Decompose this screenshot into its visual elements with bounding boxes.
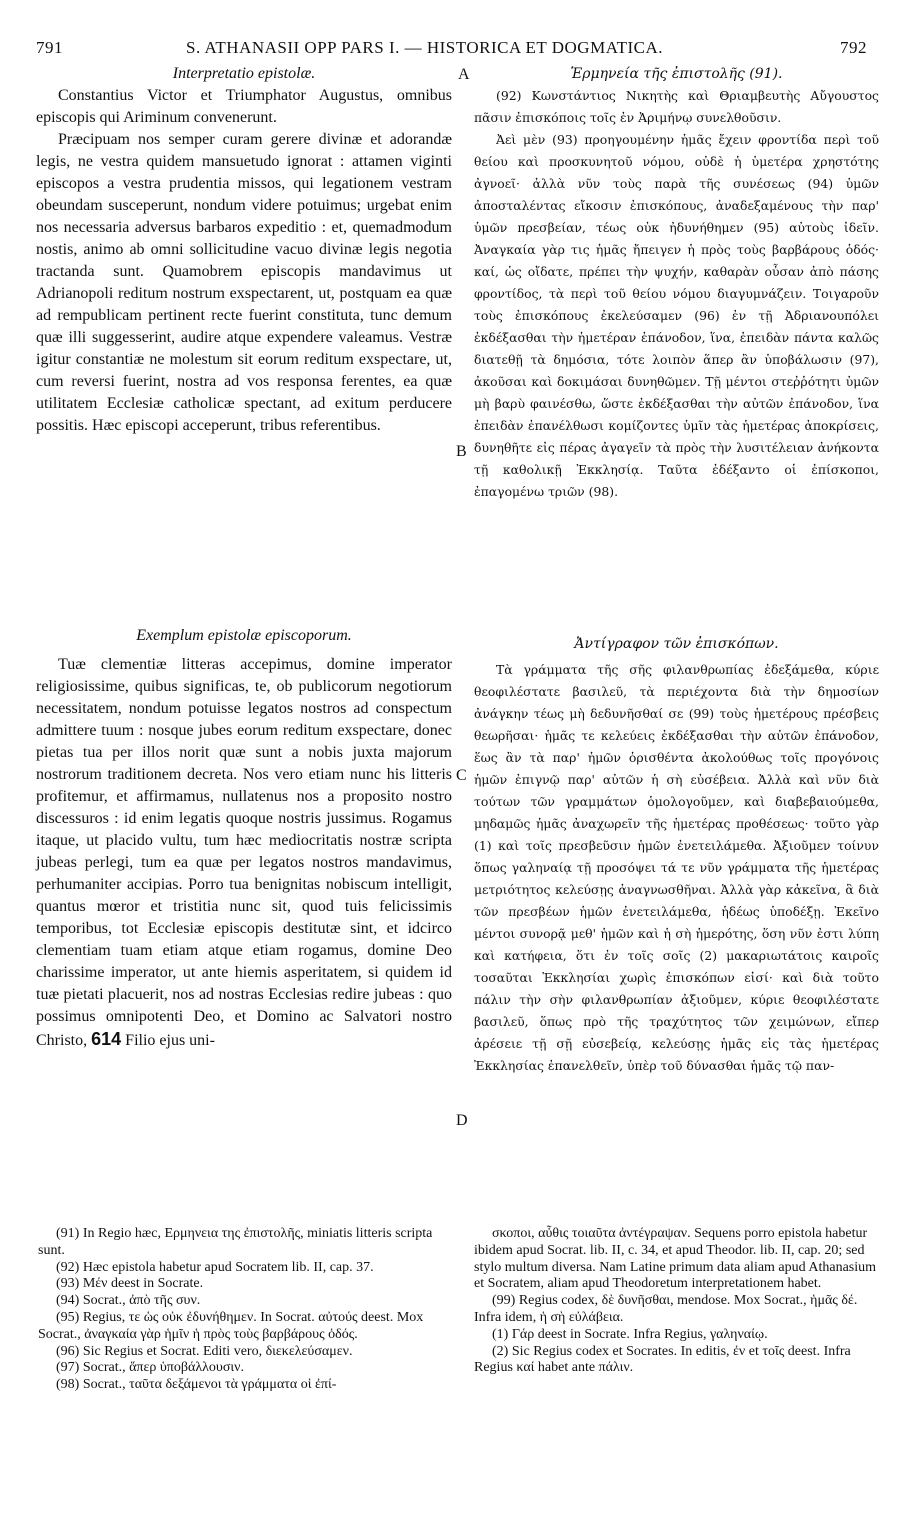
margin-letter-b: B xyxy=(456,443,467,460)
footnotes-left xyxy=(38,1226,456,1394)
footnote: (94) Socrat., ἀπὸ τῆς συν. xyxy=(56,1293,201,1309)
footnote: (1) Γάρ deest in Socrate. Infra Regius, γαληναίῳ. xyxy=(492,1326,768,1342)
footnote: (98) Socrat., ταῦτα δεξάμενοι τὰ γράμματα οἱ ἐπί- xyxy=(56,1377,337,1393)
footnotes-right xyxy=(474,1226,879,1377)
footnote: (99) Regius codex, δὲ δυνῆσθαι, mendose. Mox Socrat., ἡμᾶς δέ. Infra idem, ἡ σὴ εὐλάβεια. xyxy=(474,1293,858,1325)
margin-letter-d: D xyxy=(456,1112,468,1129)
latin-section-1 xyxy=(36,63,452,437)
margin-letter-a: A xyxy=(458,66,470,83)
greek-address: (92) Κωνστάντιος Νικητὴς καὶ Θριαμβευτὴς Αὔγουστος πᾶσιν ἐπισκόποις τοῖς ἐν Ἀριμήνῳ συνελθοῦσιν. xyxy=(474,88,879,125)
footnote: σκοποι, αὖθις τοιαῦτα ἀντέγραψαν. Sequens porro epistola habetur ibidem apud Socrat. lib. II, c. 34, et apud Theodor. lib. II, cap. 20; sed stylo multum diversa. Nam Latine primum data aliam apud Athanasium et Socratem, aliam apud Theodoretum interpretationem habet. xyxy=(474,1226,877,1292)
footnote: (97) Socrat., ἅπερ ὑποβάλλουσιν. xyxy=(56,1360,244,1376)
running-header xyxy=(0,38,913,60)
greek-section-2 xyxy=(474,633,879,1077)
greek-heading: Ἑρμηνεία τῆς ἐπιστολῆς (91). xyxy=(570,66,783,82)
left-page-number: 791 xyxy=(36,38,63,57)
latin-body-2-text: Tuæ clementiæ litteras accepimus, domine imperator religiosissime, quibus significas, te, ob publicorum negotiorum necessitatem, nondum potuisse legatos nostros ad conspectum admittere tuum : nosque jubes eorum reditum exspectare, donec pietas tua per illos norit quæ sunt a nobis juxta majorum nostrorum traditionem decreta. Nos vero etiam nunc his litteris profitemur, et affirmamus, nullatenus nos a proposito nostro discessuros : id enim legatis quoque nostris jussimus. Rogamus itaque, ut placido vultu, tum hæc mediocritatis nostræ scripta jubeas perlegi, tum ea quæ per legatos nostros mandavimus, perhumaniter accipias. Porro tua benignitas nobiscum intelligit, quantus mœror et tristitia nunc sit, quod tuis felicissimis temporibus, tot Ecclesiæ episcopis destitutæ sint, et idcirco clementiam tuam etiam atque etiam rogamus, domine Deo charissime imperator, ut ante hiemis asperitatem, si quidem id tuæ pietati placuerit, nos ad nostras Ecclesias redire jubeas : quo possimus omnipotenti Deo, et Domino ac Salvatori nostro Christo, xyxy=(36,656,452,1049)
latin-body: Præcipuam nos semper curam gerere divinæ et adorandæ legis, ne vestra quidem mansuetudo ignorat : attamen viginti episcopos a vestra prudentia missos, qui legationem vestram obeundam susceperunt, nondum videre potuimus; urgebat enim nos necessaria adversus barbaros expeditio : et, quemadmodum nostis, animo ab omni sollicitudine vacuo divinæ legis negotia tractanda sunt. Quamobrem episcopis mandavimus ut Adrianopoli reditum nostrum exspectarent, ut, postquam ea quæ ad rempublicam pertinent recte fuerint constituta, tunc demum quæ illi suggesserint, audire atque expendere valeamus. Vestræ igitur constantiæ ne molestum sit eorum reditum exspectare, ut, cum reversi fuerint, nostra ad vos responsa ferentes, ea quæ utilitatem Ecclesiæ catholicæ spectant, ad exitum perducere possitis. Hæc episcopi acceperunt, tribus referentibus. xyxy=(36,131,452,434)
right-page-number: 792 xyxy=(840,38,867,57)
latin-heading: Interpretatio epistolæ. xyxy=(172,65,316,82)
latin-body-2-end: Filio ejus uni- xyxy=(125,1032,215,1049)
latin-section-2 xyxy=(36,625,452,1052)
latin-heading-2: Exemplum epistolæ episcoporum. xyxy=(136,627,352,644)
greek-body: Ἀεὶ μὲν (93) προηγουμένην ἡμᾶς ἔχειν φροντίδα περὶ τοῦ θείου καὶ προσκυνητοῦ νόμου, οὐδὲ ἡ ὑμετέρα χρηστότης ἀγνοεῖ· ἀλλὰ νῦν τοὺς παρὰ τῆς συνέσεως (94) ὑμῶν ἀποσταλέντας εἴκοσιν ἐπισκόπους, ἀναδεξαμένους τὴν παρ' ὑμῶν πρεσβείαν, τέως οὐκ ἠδυνήθημεν (95) αὐτοὺς ἰδεῖν. Ἀναγκαία γὰρ τις ἡμᾶς ἤπειγεν ἡ πρὸς τοὺς βαρβάρους ὁδός· καί, ὡς οἴδατε, πρέπει τὴν ψυχήν, καθαρὰν οὖσαν ἀπὸ πάσης φροντίδος, τὰ περὶ τοῦ θείου νόμου διαγυμνάζειν. Τοιγαροῦν τοὺς ἐπισκόπους ἐκελεύσαμεν (96) ἐν τῇ Ἀδριανουπόλει ἐκδέξασθαι τὴν ἡμετέραν ἐπάνοδον, ἵνα, ἐπειδὰν πάντα καλῶς διατεθῇ τὰ δημόσια, τότε λοιπὸν ἅπερ ἂν ὑποβάλωσιν (97), ἀκοῦσαι καὶ δοκιμάσαι δυνηθῶμεν. Τῇ μέντοι στεῤῥότητι ὑμῶν μὴ βαρὺ φαινέσθω, ὥστε ἐκδέξασθαι τὴν αὐτῶν ἐπάνοδον, ἵνα ἐπειδὰν ἐπανέλθωσι κομίζοντες ὑμῖν τὰς ἡμετέρας ἀποκρίσεις, δυνηθῆτε εἰς πέρας ἀγαγεῖν τὰ πρὸς τὴν λυσιτέλειαν ἀνήκοντα τῇ καθολικῇ Ἐκκλησίᾳ. Ταῦτα ἐδέξαντο οἱ ἐπίσκοποι, ἐπαγομένω τριῶν (98). xyxy=(474,132,879,499)
running-title: S. ATHANASII OPP PARS I. — HISTORICA ET DOGMATICA. xyxy=(186,38,663,57)
greek-body-2: Τὰ γράμματα τῆς σῆς φιλανθρωπίας ἐδεξάμεθα, κύριε θεοφιλέστατε βασιλεῦ, τὰ περιέχοντα διὰ τὴν δημοσίων ἀνάγκην τέως μὴ δεδυνῆσθαί σε (99) τοὺς ἡμετέρους πρέσβεις θεωρῆσαι· ἡμᾶς τε κελεύεις ἐκδέξασθαι τὴν αὐτῶν ἐπάνοδον, ἕως ἂν τὰ παρ' ἡμῶν ὁρισθέντα ἀκολούθως τοῖς προγόνοις ἡμῶν ἐπιγνῷ παρ' αὐτῶν ἡ σὴ εὐσέβεια. Ἀλλὰ καὶ νῦν διὰ τούτων τῶν γραμμάτων ὁμολογοῦμεν, καὶ διαβεβαιούμεθα, μηδαμῶς ἡμᾶς ἀναχωρεῖν τῆς ἡμετέρας προθέσεως· τοῦτο γὰρ (1) καὶ τοῖς πρεσβεῦσιν ἡμῶν ἐνετειλάμεθα. Ἀξιοῦμεν τοίνυν ὅπως γαληναίᾳ τῇ προσόψει τά τε νῦν γράμματα τῆς ἡμετέρας μετριότητος κελεύσῃς ἀναγνωσθῆναι. Ἀλλὰ γὰρ κἀκεῖνα, ἃ διὰ τῶν πρεσβέων ἡμῶν ἐνετειλάμεθα, ἡδέως ὑποδέξῃ. Ἐκεῖνο μέντοι συνορᾷ μεθ' ἡμῶν καὶ ἡ σὴ ἡμερότης, ὅση νῦν ἐστι λύπη καὶ κατήφεια, ὅτι ἐν τοῖς σοῖς (2) μακαριωτάτοις καιροῖς τοσαῦται Ἐκκλησίαι χωρὶς ἐπισκόπων εἰσί· καὶ διὰ τοῦτο πάλιν τὴν σὴν φιλανθρωπίαν ἀξιοῦμεν, κύριε θεοφιλέστατε βασιλεῦ, ὅπως πρὸ τῆς τραχύτητος τῶν χειμώνων, εἴπερ ἀρέσειε τῇ σῇ εὐσεβείᾳ, κελεύσῃς ἡμᾶς εἰς τὰς ἡμετέρας Ἐκκλησίας ἐπανελθεῖν, ὑπὲρ τοῦ δύνασθαι ἡμᾶς τῷ παν- xyxy=(474,662,879,1073)
column-number: 614 xyxy=(91,1029,122,1049)
latin-body-2 xyxy=(36,654,452,1052)
greek-heading-2: Ἀντίγραφον τῶν ἐπισκόπων. xyxy=(574,636,779,652)
margin-letter-c: C xyxy=(456,767,467,784)
latin-address: Constantius Victor et Triumphator Augustus, omnibus episcopis qui Ariminum convenerunt. xyxy=(36,87,452,126)
footnote: (91) In Regio hæc, Ερμηνεια της ἐπιστολῆς, miniatis litteris scripta sunt. xyxy=(38,1226,433,1258)
footnote: (96) Sic Regius et Socrat. Editi vero, διεκελεύσαμεν. xyxy=(56,1343,353,1359)
footnote: (2) Sic Regius codex et Socrates. In editis, ἐν et τοῖς deest. Infra Regius καί habet ante πάλιν. xyxy=(474,1343,851,1376)
footnote: (92) Hæc epistola habetur apud Socratem lib. II, cap. 37. xyxy=(56,1259,374,1275)
footnote: (95) Regius, τε ὡς οὐκ ἐδυνήθημεν. In Socrat. αὐτούς deest. Mox Socrat., ἀναγκαία γὰρ ἡμῖν ἡ πρὸς τοὺς βαρβάρους ὁδός. xyxy=(38,1309,424,1342)
greek-section-1 xyxy=(474,63,879,503)
footnote: (93) Μέν deest in Socrate. xyxy=(56,1276,204,1292)
